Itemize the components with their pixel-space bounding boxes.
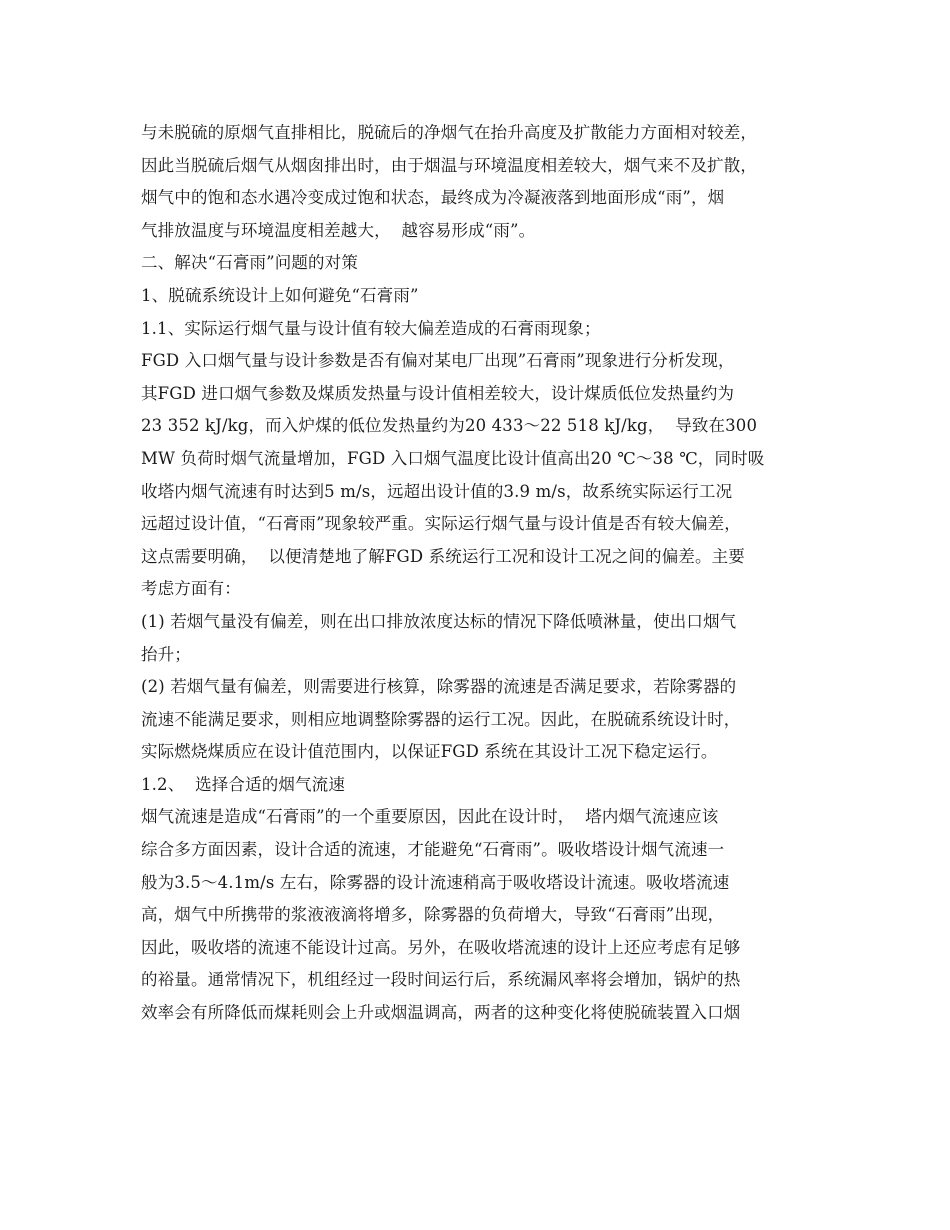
paragraph-line: 考虑方面有： [141,579,241,599]
list-item-line: 流速不能满足要求，则相应地调整除雾器的运行工况。因此，在脱硫系统设计时， [141,709,741,729]
paragraph-line: 的裕量。通常情况下，机组经过一段时间运行后，系统漏风率将会增加，锅炉的热 [141,970,741,990]
paragraph-line: 这点需要明确， 以便清楚地了解FGD 系统运行工况和设计工况之间的偏差。主要 [141,546,745,566]
document-body [141,117,841,1030]
paragraph-line: 烟气中的饱和态水遇冷变成过饱和状态，最终成为冷凝液落到地面形成“雨”，烟 [141,188,725,208]
paragraph-line: 气排放温度与环境温度相差越大， 越容易形成“雨”。 [141,220,536,240]
section-heading: 二、解决“石膏雨”问题的对策 [141,253,358,273]
subsection-heading: 1.1、实际运行烟气量与设计值有较大偏差造成的石膏雨现象； [141,318,601,338]
paragraph-line: 般为3.5～4.1m/s 左右，除雾器的设计流速稍高于吸收塔设计流速。吸收塔流速 [141,872,730,892]
paragraph-line: 与未脱硫的原烟气直排相比，脱硫后的净烟气在抬升高度及扩散能力方面相对较差， [141,123,758,142]
list-item-line: (1) 若烟气量没有偏差，则在出口排放浓度达标的情况下降低喷淋量，使出口烟气 [141,611,737,631]
list-item-line: 实际燃烧煤质应在设计值范围内，以保证FGD 系统在其设计工况下稳定运行。 [141,742,718,762]
list-item-line: 抬升； [141,644,191,664]
paragraph-line: 因此，吸收塔的流速不能设计过高。另外，在吸收塔流速的设计上还应考虑有足够 [141,937,741,957]
paragraph-line: MW 负荷时烟气流量增加，FGD 入口烟气温度比设计值高出20 ℃～38 ℃，同时吸 [141,448,765,468]
paragraph-line: 综合多方面因素，设计合适的流速，才能避免“石膏雨”。吸收塔设计烟气流速一 [141,840,725,860]
list-item-line: (2) 若烟气量有偏差，则需要进行核算，除雾器的流速是否满足要求，若除雾器的 [141,677,737,697]
paragraph-line: 因此当脱硫后烟气从烟囱排出时，由于烟温与环境温度相差较大，烟气来不及扩散， [141,155,758,175]
subsection-heading: 1、脱硫系统设计上如何避免“石膏雨” [141,285,419,305]
paragraph-line: 23 352 kJ/kg，而入炉煤的低位发热量约为20 433～22 518 kJ/kg， 导致在300 [141,416,758,436]
paragraph-line: FGD 入口烟气量与设计参数是否有偏对某电厂出现”石膏雨”现象进行分析发现， [141,351,735,371]
paragraph-line: 效率会有所降低而煤耗则会上升或烟温调高，两者的这种变化将使脱硫装置入口烟 [141,1003,741,1023]
paragraph-line: 其FGD 进口烟气参数及煤质发热量与设计值相差较大，设计煤质低位发热量约为 [141,383,735,403]
paragraph-line: 烟气流速是造成“石膏雨”的一个重要原因，因此在设计时， 塔内烟气流速应该 [141,807,719,827]
subsection-heading: 1.2、 选择合适的烟气流速 [141,774,345,794]
paragraph-line: 收塔内烟气流速有时达到5 m/s，远超出设计值的3.9 m/s，故系统实际运行工况 [141,481,733,501]
paragraph-line: 高，烟气中所携带的浆液液滴将增多，除雾器的负荷增大，导致“石膏雨”出现， [141,905,725,925]
paragraph-line: 远超过设计值，“石膏雨”现象较严重。实际运行烟气量与设计值是否有较大偏差， [141,514,741,534]
